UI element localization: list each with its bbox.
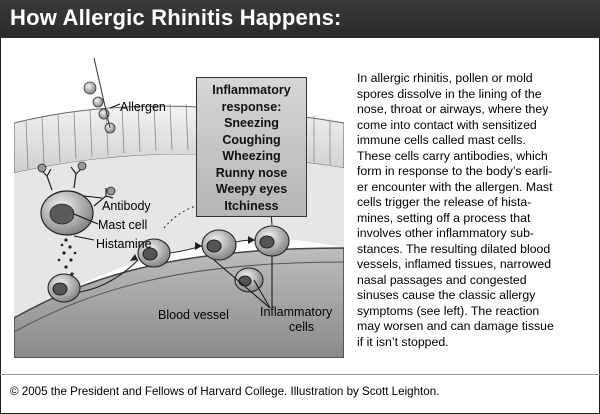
description-line: nasal passages and congested	[357, 272, 527, 287]
description-line: cells trigger the release of hista-	[357, 195, 532, 209]
description-line: spores dissolve in the lining of the	[357, 86, 542, 101]
response-line: Wheezing	[222, 149, 281, 163]
label-histamine: Histamine	[96, 237, 152, 251]
response-line: Sneezing	[224, 116, 279, 130]
description-line: if it isn’t stopped.	[357, 334, 449, 349]
label-inflammatory-cells-2: cells	[289, 320, 315, 334]
description-line: come into contact with sensitized	[357, 117, 537, 132]
description-line: immune cells called mast cells.	[357, 133, 526, 147]
description-line: vessels, inflamed tissues, narrowed	[357, 257, 552, 271]
response-line: Weepy eyes	[215, 182, 288, 196]
description-text	[357, 71, 589, 350]
header-bar	[0, 0, 600, 38]
description-line: er encounter with the allergen. Mast	[357, 179, 553, 194]
description-line: symptoms (see left). The reaction	[357, 303, 540, 318]
description-line: may worsen and can damage tissue	[357, 319, 554, 333]
label-blood-vessel: Blood vessel	[158, 308, 229, 322]
response-line: Inflammatory	[212, 83, 291, 97]
footer-divider	[0, 374, 600, 375]
description-line: mines, setting off a process that	[357, 210, 531, 225]
copyright-credit: © 2005 the President and Fellows of Harvard College. Illustration by Scott Leighton.	[10, 385, 440, 398]
label-inflammatory-cells-1: Inflammatory	[260, 305, 333, 319]
description-line: In allergic rhinitis, pollen or mold	[357, 71, 533, 85]
description-line: involves other inflammatory sub-	[357, 226, 535, 240]
description-line: form in response to the body’s earli-	[357, 164, 553, 178]
label-allergen: Allergen	[120, 100, 166, 114]
label-antibody: Antibody	[102, 199, 151, 213]
description-line: stances. The resulting dilated blood	[357, 241, 551, 256]
response-line: response:	[221, 99, 282, 114]
description-line: sinuses cause the classic allergy	[357, 288, 536, 302]
response-line: Coughing	[222, 132, 281, 147]
page-title: How Allergic Rhinitis Happens:	[10, 5, 342, 30]
description-line: nose, throat or airways, where they	[357, 102, 549, 116]
response-line: Itchiness	[224, 198, 279, 213]
response-line: Runny nose	[215, 165, 288, 180]
description-line: These cells carry antibodies, which	[357, 148, 548, 163]
inflammatory-response-box	[196, 77, 307, 217]
label-mast-cell: Mast cell	[98, 218, 148, 232]
